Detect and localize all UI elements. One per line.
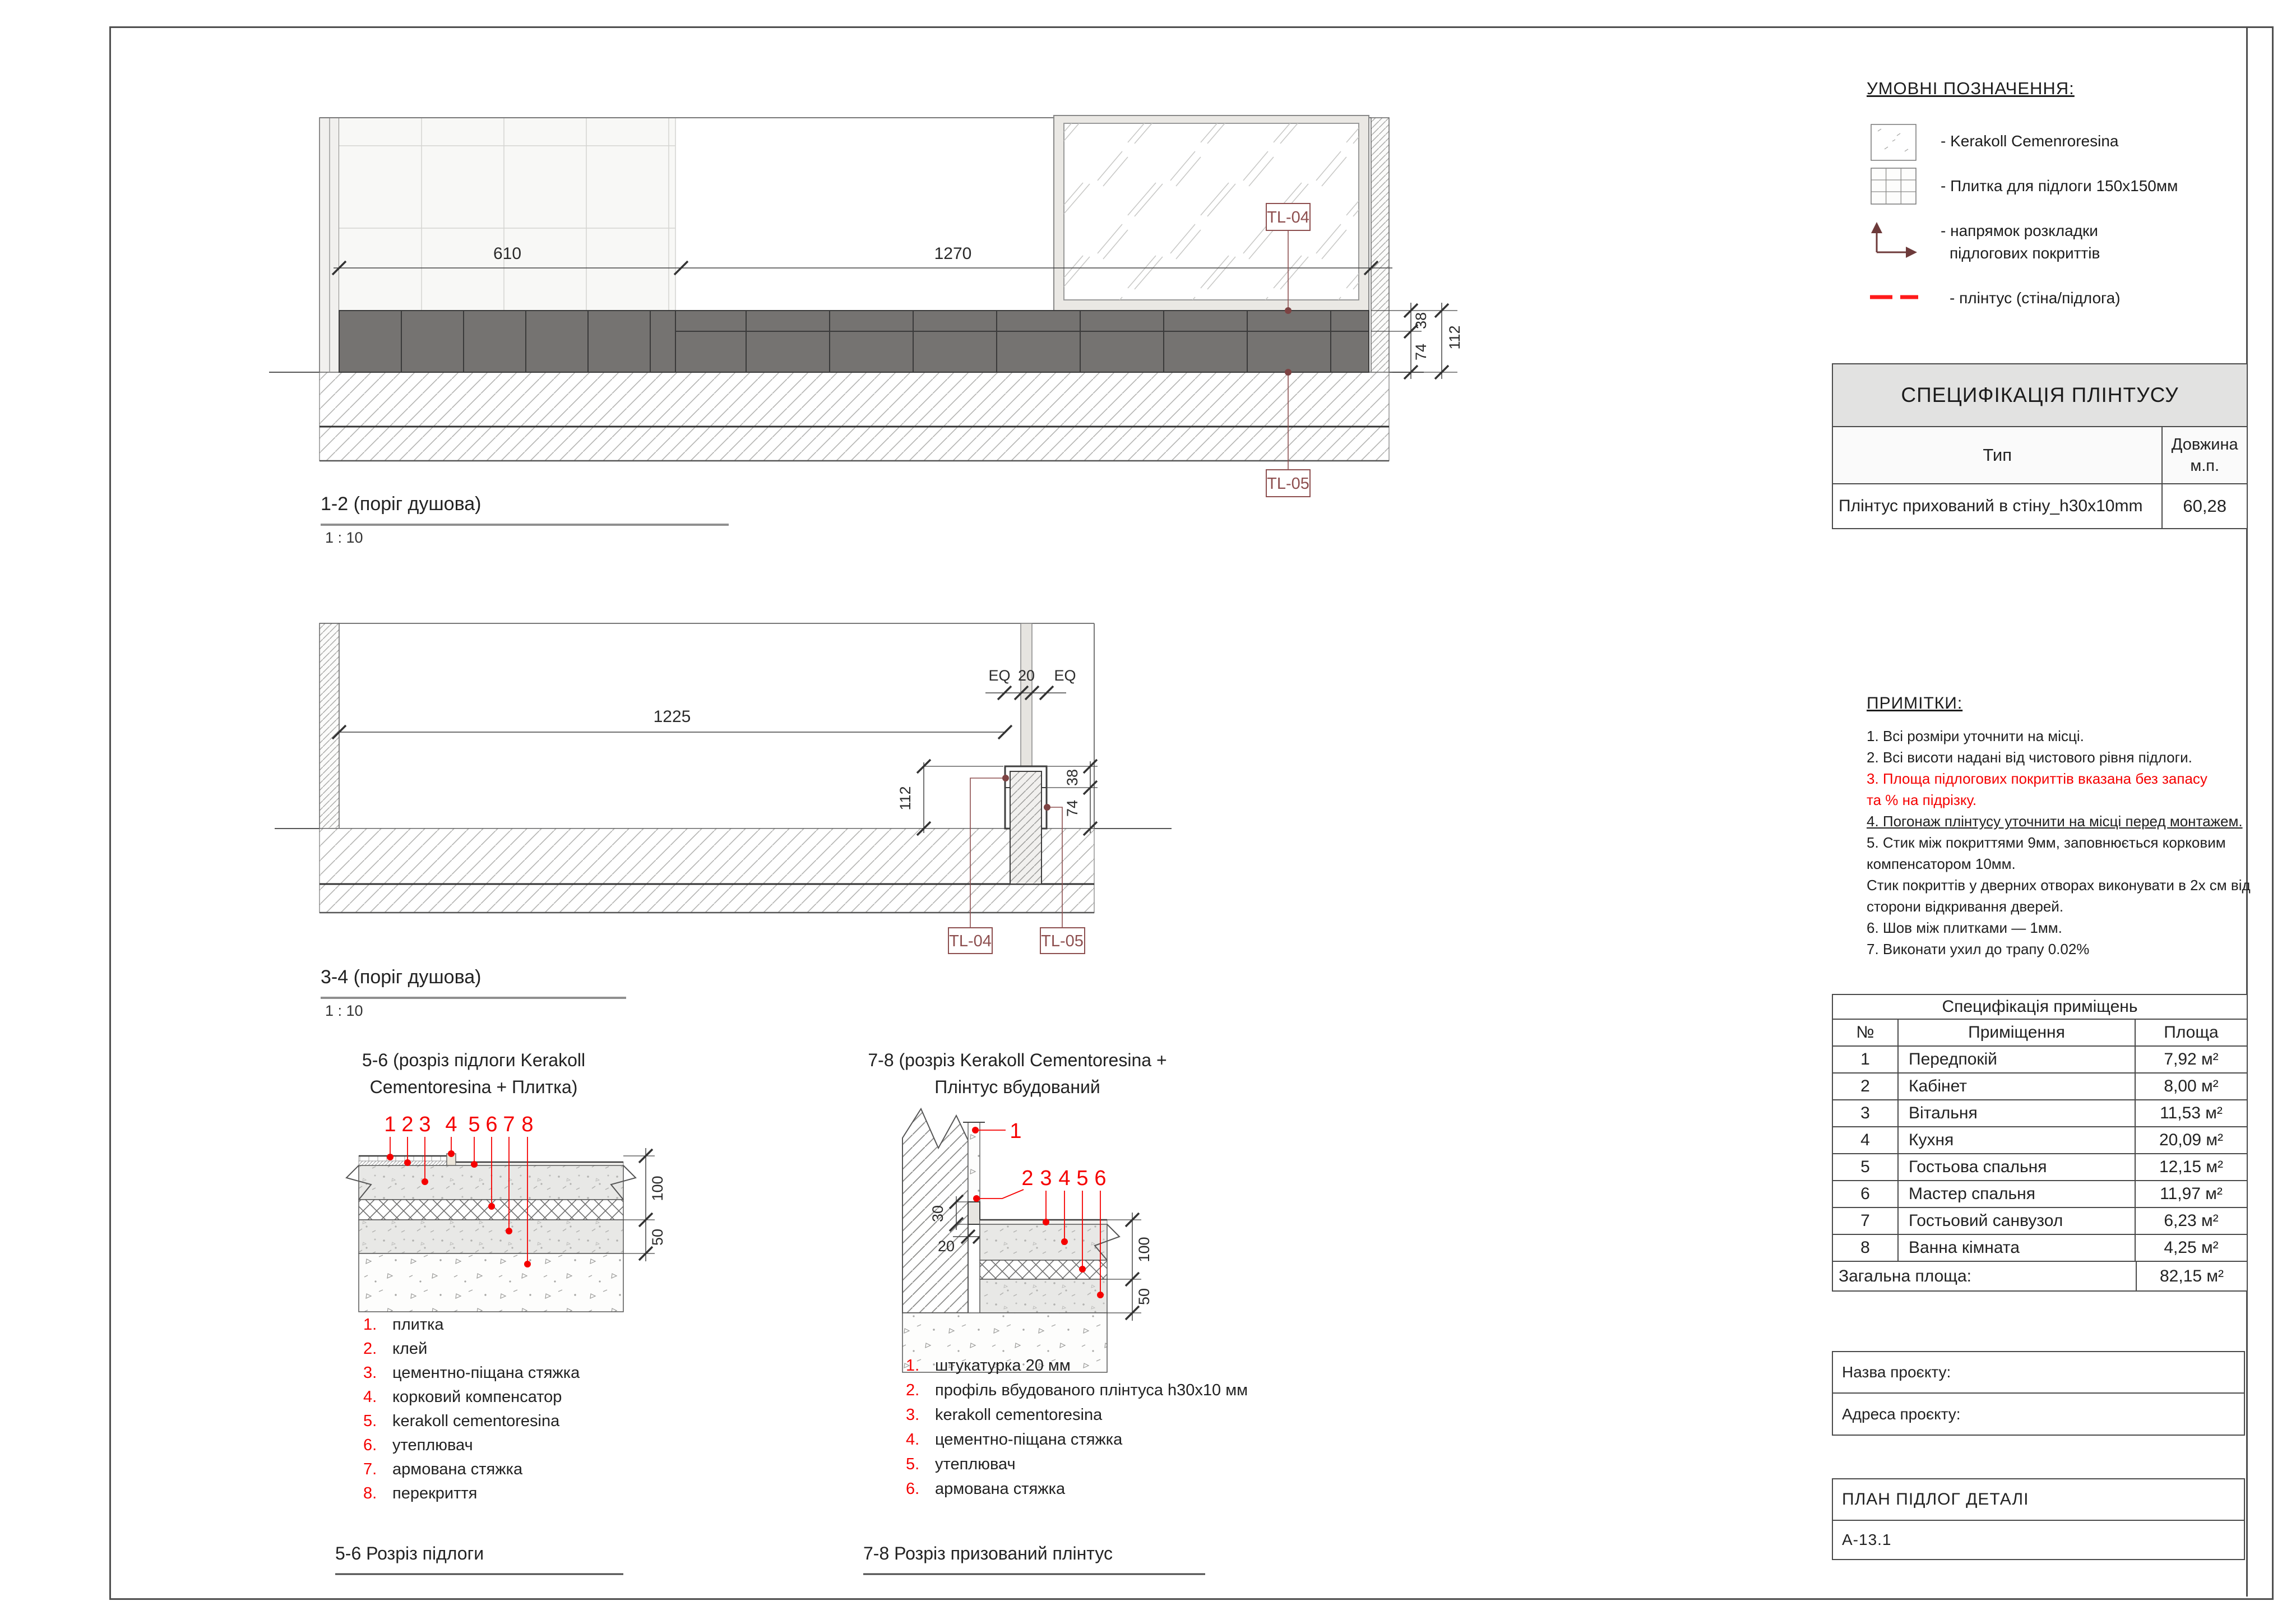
svg-text:2: 2 [1021,1167,1034,1190]
layer-insulation [359,1200,623,1220]
svg-text:армована стяжка: армована стяжка [935,1480,1066,1498]
sheet-title-box: ПЛАН ПІДЛОГ ДЕТАЛІ [1832,1478,2245,1521]
legend-direction-label-2: підлогових покриттів [1950,244,2100,262]
svg-text:EQ: EQ [988,667,1011,684]
plinth-spec-table [1832,363,2248,529]
table-row: 6 Мастер спальня 11,97 м² [1833,1180,2247,1207]
layer-insulation [980,1260,1107,1279]
note-line: сторони відкривання дверей. [1867,898,2064,915]
svg-text:20: 20 [1017,667,1035,684]
note-line: 3. Площа підлогових покриттів вказана без запасу [1867,770,2207,787]
svg-text:1.: 1. [363,1316,377,1334]
note-line: 4. Погонаж плінтусу уточнити на місці перед монтажем. [1867,813,2243,830]
right-wall-strip [1371,118,1389,372]
dim-eq-20-eq [985,667,1076,700]
detail-5-6-list [363,1316,580,1502]
sheet-number-box: A-13.1 [1832,1520,2245,1560]
svg-text:1: 1 [1010,1119,1022,1143]
note-line: 6. Шов між плитками — 1мм. [1867,919,2062,936]
dark-tile-band [339,311,1369,372]
note-line: 1. Всі розміри уточнити на місці. [1867,728,2084,744]
table-row: 2 Кабінет 8,00 м² [1833,1072,2247,1099]
rooms-table-title: Специфікація приміщень [1942,997,2138,1016]
svg-text:100: 100 [649,1176,666,1201]
rooms-total-row: Загальна площа: 82,15 м² [1833,1261,2247,1290]
svg-text:30: 30 [929,1205,946,1223]
svg-text:4: 4 [1058,1167,1071,1190]
svg-text:1: 1 [384,1113,396,1136]
table-row: 1 Передпокій 7,92 м² [1833,1045,2247,1072]
rooms-spec-table [1832,994,2248,1292]
svg-text:цементно-піщана стяжка: цементно-піщана стяжка [935,1431,1123,1449]
svg-text:штукатурка 20 мм: штукатурка 20 мм [935,1357,1071,1375]
plinth-type-cell: Плінтус прихований в стіну_h30x10mm [1839,497,2143,515]
svg-text:6.: 6. [906,1480,920,1498]
svg-text:клей: клей [392,1340,428,1358]
legend-kerakoll-label: - Kerakoll Cemenroresina [1941,132,2119,150]
drawing-3-4-scale: 1 : 10 [325,1002,363,1019]
svg-text:цементно-піщана стяжка: цементно-піщана стяжка [392,1364,580,1382]
detail-5-6-caption: 5-6 Розріз підлоги [335,1543,484,1563]
svg-text:TL-04: TL-04 [1267,209,1309,226]
svg-text:4.: 4. [906,1431,920,1449]
layer-screed [359,1165,623,1200]
floor-hatch [320,829,1094,913]
svg-text:утеплювач: утеплювач [392,1436,473,1454]
svg-text:1225: 1225 [653,707,691,726]
layout-direction-arrow [1871,222,1917,258]
detail-7-8 [863,1050,1248,1574]
plinth-spec-title: СПЕЦИФІКАЦІЯ ПЛІНТУСУ [1833,364,2247,426]
svg-text:1.: 1. [906,1357,920,1375]
svg-text:плитка: плитка [392,1316,444,1334]
svg-text:50: 50 [1136,1288,1152,1306]
drawing-1-2-scale: 1 : 10 [325,529,363,546]
svg-text:TL-05: TL-05 [1041,932,1084,950]
dim-74: 74 [1413,343,1429,361]
svg-text:20: 20 [937,1238,955,1255]
legend-tile-label: - Плитка для підлоги 150x150мм [1941,177,2178,195]
svg-text:7: 7 [503,1113,515,1136]
table-row: 7 Гостьовий санвузол 6,23 м² [1833,1207,2247,1234]
svg-text:6.: 6. [363,1436,377,1454]
plinth-profile [968,1202,980,1224]
note-line: компенсатором 10мм. [1867,855,2016,872]
svg-text:3: 3 [419,1113,431,1136]
legend-direction-label-1: - напрямок розкладки [1941,222,2098,239]
svg-text:8.: 8. [363,1484,377,1502]
svg-text:74: 74 [1064,799,1081,817]
dim-1270: 1270 [934,244,972,263]
svg-text:8: 8 [521,1113,534,1136]
svg-text:5: 5 [468,1113,480,1136]
col-header-type: Тип [1983,445,2012,465]
svg-text:5.: 5. [363,1412,377,1430]
svg-text:112: 112 [897,786,914,811]
note-line: 2. Всі висоти надані від чистового рівня підлоги. [1867,749,2192,766]
floor-hatch [320,372,1389,461]
svg-text:50: 50 [649,1228,666,1246]
dim-1225 [332,707,1012,739]
project-address-box: Адреса проєкту: [1832,1392,2245,1436]
svg-text:4.: 4. [363,1388,377,1406]
layer-slab [359,1253,623,1312]
svg-text:100: 100 [1136,1237,1152,1262]
tiled-wall [339,118,675,311]
dim-38-74 [1047,760,1098,835]
detail-5-6-title-1: 5-6 (розріз підлоги Kerakoll [362,1050,586,1070]
notes-block [1867,694,2253,960]
svg-text:38: 38 [1064,769,1081,786]
detail-7-8-title-1: 7-8 (розріз Kerakoll Cementoresina + [868,1050,1167,1070]
table-row: 8 Ванна кімната 4,25 м² [1833,1234,2247,1261]
svg-text:2.: 2. [363,1340,377,1358]
dim-112 [897,760,1003,835]
svg-text:kerakoll cementoresina: kerakoll cementoresina [935,1406,1103,1424]
drawing-1-2-title: 1-2 (поріг душова) [321,493,482,515]
legend-plinth-label: - плінтус (стіна/підлога) [1950,289,2121,307]
left-wall-strip [320,623,339,829]
svg-text:3: 3 [1040,1167,1052,1190]
svg-text:kerakoll cementoresina: kerakoll cementoresina [392,1412,560,1430]
tile-swatch [1871,168,1916,204]
kerakoll-swatch [1871,124,1916,160]
plinth-spec-row [1833,483,2247,528]
svg-text:EQ: EQ [1054,667,1076,684]
notes-title: ПРИМІТКИ: [1867,694,1963,712]
drawing-3-4-title: 3-4 (поріг душова) [321,966,482,988]
detail-7-8-title-2: Плінтус вбудований [934,1077,1100,1097]
note-line: Стик покриттів у дверних отворах виконувати в 2х см від [1867,877,2251,894]
detail-7-8-caption: 7-8 Розріз призований плінтус [863,1543,1113,1563]
table-row: 3 Вітальня 11,53 м² [1833,1099,2247,1126]
svg-text:перекриття: перекриття [392,1484,478,1502]
layer-armored-screed [980,1279,1107,1313]
svg-text:армована стяжка: армована стяжка [392,1460,523,1478]
dim-100-50 [1107,1213,1152,1321]
threshold-tile [1010,771,1041,884]
project-name-box: Назва проєкту: [1832,1351,2245,1394]
svg-text:2: 2 [401,1113,414,1136]
svg-text:3.: 3. [363,1364,377,1382]
drawing-3-4-section [275,623,1172,1019]
legend-symbols [1870,122,1918,307]
svg-text:TL-04: TL-04 [949,932,992,950]
svg-text:2.: 2. [906,1381,920,1399]
svg-text:7.: 7. [363,1460,377,1478]
dim-112: 112 [1446,325,1463,350]
drawing-1-2-section [269,115,1463,546]
detail-5-6-title-2: Cementoresina + Плитка) [369,1077,578,1097]
svg-text:6: 6 [1094,1167,1107,1190]
dim-610: 610 [493,244,522,263]
note-line: 7. Виконати ухил до трапу 0.02% [1867,941,2090,957]
note-line: та % на підрізку. [1867,792,1977,808]
detail-5-6 [335,1050,666,1574]
table-row: 5 Гостьова спальня 12,15 м² [1833,1153,2247,1180]
col-header-length: Довжина м.п. [2161,427,2247,483]
svg-text:5.: 5. [906,1455,920,1473]
svg-text:TL-05: TL-05 [1267,475,1309,493]
rooms-header-row: № Приміщення Площа [1833,1019,2247,1045]
note-line: 5. Стик між покриттями 9мм, заповнюється корковим [1867,834,2226,851]
svg-text:профіль вбудованого плінтуса h: профіль вбудованого плінтуса h30x10 мм [935,1381,1248,1399]
svg-text:утеплювач: утеплювач [935,1455,1016,1473]
layer-screed [980,1224,1107,1260]
layer-adhesive [359,1161,447,1165]
svg-text:3.: 3. [906,1406,920,1424]
layer-armored-screed [359,1220,623,1253]
legend-title: УМОВНІ ПОЗНАЧЕННЯ: [1867,78,2075,98]
svg-text:4: 4 [445,1113,457,1136]
table-row: 4 Кухня 20,09 м² [1833,1126,2247,1153]
layer-tile [359,1156,447,1161]
dim-100-50 [623,1148,666,1261]
svg-text:корковий компенсатор: корковий компенсатор [392,1388,562,1406]
svg-text:5: 5 [1076,1167,1089,1190]
dim-38: 38 [1413,312,1429,330]
detail-7-8-list [906,1357,1248,1498]
plinth-length-cell: 60,28 [2161,484,2247,528]
svg-text:6: 6 [485,1113,498,1136]
